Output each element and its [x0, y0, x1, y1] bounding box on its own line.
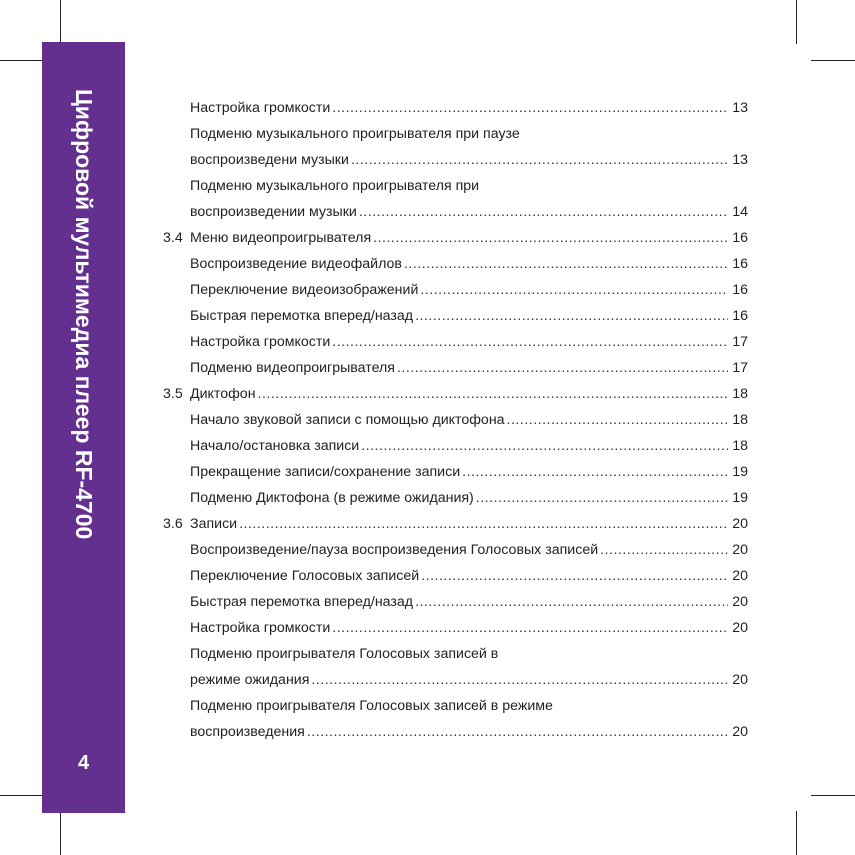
toc-entry	[163, 228, 748, 254]
toc-entry	[163, 306, 748, 332]
toc-leader-dots	[361, 436, 728, 456]
toc-entry	[163, 592, 748, 618]
toc-entry-label: воспроизведени музыки	[190, 152, 349, 168]
toc-section-number: 3.5	[163, 386, 183, 402]
toc-entry-label: воспроизведении музыки	[190, 204, 357, 220]
toc-entry-label: Прекращение записи/сохранение записи	[190, 464, 461, 480]
toc-entry	[163, 98, 748, 124]
toc-entry	[163, 670, 748, 696]
crop-mark	[811, 795, 855, 796]
toc-entry	[163, 358, 748, 384]
toc-entry-label: Начало/остановка записи	[190, 438, 360, 454]
toc-entry	[163, 696, 748, 722]
toc-entry	[163, 514, 748, 540]
toc-page-number: 17	[732, 334, 748, 350]
toc-page-number: 16	[732, 230, 748, 246]
crop-mark	[0, 60, 44, 61]
toc-leader-dots	[404, 254, 728, 274]
toc-leader-dots	[421, 566, 728, 586]
toc-entry	[163, 202, 748, 228]
toc-entry	[163, 384, 748, 410]
toc-page-number: 19	[732, 464, 748, 480]
crop-mark	[0, 795, 44, 796]
toc-leader-dots	[359, 202, 728, 222]
toc-entry	[163, 618, 748, 644]
toc-leader-dots	[476, 488, 728, 508]
toc-entry-label: Подменю музыкального проигрывателя при паузе	[190, 126, 520, 142]
toc-entry	[163, 150, 748, 176]
toc-leader-dots	[351, 150, 728, 170]
crop-mark	[796, 0, 797, 44]
toc-page-number: 20	[732, 516, 748, 532]
toc-entry-label: Переключение Голосовых записей	[190, 568, 420, 584]
toc-entry-label: воспроизведения	[190, 724, 305, 740]
toc-page-number: 16	[732, 308, 748, 324]
toc-page-number: 17	[732, 360, 748, 376]
toc-page-number: 20	[732, 620, 748, 636]
toc-leader-dots	[332, 618, 728, 638]
toc-entry	[163, 462, 748, 488]
toc-page-number: 14	[732, 204, 748, 220]
toc-entry-label: Быстрая перемотка вперед/назад	[190, 594, 414, 610]
toc-entry	[163, 280, 748, 306]
toc-entry	[163, 540, 748, 566]
toc-leader-dots	[307, 722, 728, 742]
toc-entry-label: Настройка громкости	[190, 334, 331, 350]
toc-page-number: 18	[732, 386, 748, 402]
toc-leader-dots	[311, 670, 728, 690]
toc-page-number: 20	[732, 672, 748, 688]
toc-entry-label: Начало звуковой записи с помощью диктофона	[190, 412, 505, 428]
toc-leader-dots	[258, 384, 728, 404]
sidebar	[42, 42, 125, 813]
toc-leader-dots	[397, 358, 728, 378]
toc-entry	[163, 722, 748, 748]
toc-page-number: 18	[732, 412, 748, 428]
toc-page-number: 18	[732, 438, 748, 454]
toc-entry	[163, 254, 748, 280]
toc-page-number: 20	[732, 594, 748, 610]
toc-page-number: 13	[732, 152, 748, 168]
toc-entry-label: Подменю проигрывателя Голосовых записей в режиме	[190, 698, 553, 714]
page-number: 4	[77, 752, 90, 774]
toc-entry-label: Записи	[190, 516, 238, 532]
toc-page-number: 13	[732, 100, 748, 116]
toc-page-number: 19	[732, 490, 748, 506]
toc-entry-label: Подменю Диктофона (в режиме ожидания)	[190, 490, 474, 506]
toc-page-number: 20	[732, 568, 748, 584]
toc-leader-dots	[332, 98, 728, 118]
toc-entry	[163, 410, 748, 436]
toc-leader-dots	[420, 280, 728, 300]
toc-entry-label: Подменю музыкального проигрывателя при	[190, 178, 480, 194]
toc-page-number: 20	[732, 724, 748, 740]
toc-leader-dots	[332, 332, 728, 352]
toc-leader-dots	[600, 540, 728, 560]
toc-leader-dots	[373, 228, 728, 248]
toc-leader-dots	[415, 592, 728, 612]
toc-entry	[163, 332, 748, 358]
toc-entry-label: Меню видеопроигрывателя	[190, 230, 372, 246]
toc-entry-label: Воспроизведение/пауза воспроизведения Голосовых записей	[190, 542, 599, 558]
crop-mark	[811, 60, 855, 61]
toc-entry-label: режиме ожидания	[190, 672, 310, 688]
toc-entry	[163, 436, 748, 462]
toc-entry	[163, 644, 748, 670]
toc-entry	[163, 124, 748, 150]
toc-page-number: 16	[732, 256, 748, 272]
toc-entry-label: Быстрая перемотка вперед/назад	[190, 308, 414, 324]
crop-mark	[60, 0, 61, 44]
toc-entry	[163, 176, 748, 202]
toc-entry-label: Подменю видеопроигрывателя	[190, 360, 395, 376]
toc-entry-label: Воспроизведение видеофайлов	[190, 256, 402, 272]
crop-mark	[60, 811, 61, 855]
toc-section-number: 3.4	[163, 230, 183, 246]
toc-entry-label: Подменю проигрывателя Голосовых записей в	[190, 646, 499, 662]
toc-entry-label: Настройка громкости	[190, 100, 331, 116]
crop-mark	[796, 811, 797, 855]
toc-leader-dots	[239, 514, 728, 534]
toc-leader-dots	[507, 410, 728, 430]
toc-leader-dots	[462, 462, 728, 482]
sidebar-title-wrap	[42, 89, 125, 539]
table-of-contents	[163, 98, 748, 748]
toc-page-number: 20	[732, 542, 748, 558]
sidebar-title: Цифровой мультимедиа плеер RF-4700	[71, 89, 97, 540]
toc-entry-label: Настройка громкости	[190, 620, 331, 636]
toc-page-number: 16	[732, 282, 748, 298]
toc-leader-dots	[415, 306, 728, 326]
toc-entry-label: Переключение видеоизображений	[190, 282, 419, 298]
toc-section-number: 3.6	[163, 516, 183, 532]
toc-entry	[163, 488, 748, 514]
toc-entry	[163, 566, 748, 592]
toc-entry-label: Диктофон	[190, 386, 256, 402]
